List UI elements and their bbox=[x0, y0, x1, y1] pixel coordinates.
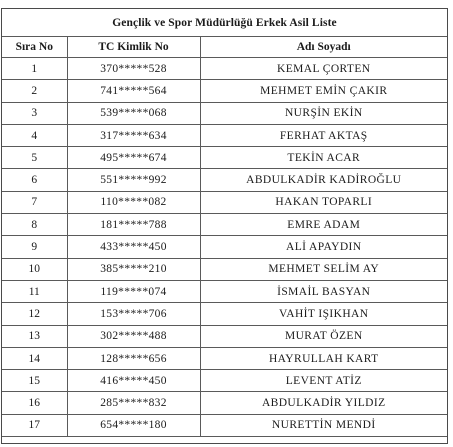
cell-adi-soyadi: İSMAİL BASYAN bbox=[200, 280, 447, 302]
cell-adi-soyadi: TEKİN ACAR bbox=[200, 147, 447, 169]
table-row bbox=[2, 370, 447, 392]
cell-tc-kimlik-no: 119*****074 bbox=[67, 280, 200, 302]
cell-adi-soyadi: VAHİT IŞIKHAN bbox=[200, 303, 447, 325]
header-row bbox=[2, 37, 447, 58]
table-row bbox=[2, 58, 447, 80]
cell-tc-kimlik-no: 551*****992 bbox=[67, 169, 200, 191]
cell-sira-no: 5 bbox=[2, 147, 67, 169]
cell-adi-soyadi: MURAT ÖZEN bbox=[200, 325, 447, 347]
table-row bbox=[2, 169, 447, 191]
cell-tc-kimlik-no: 416*****450 bbox=[67, 370, 200, 392]
table-row bbox=[2, 347, 447, 369]
column-header-sira-no: Sıra No bbox=[2, 37, 67, 58]
table-row bbox=[2, 414, 447, 436]
cell-tc-kimlik-no: 654*****180 bbox=[67, 414, 200, 436]
cell-sira-no: 7 bbox=[2, 191, 67, 213]
cell-adi-soyadi: LEVENT ATİZ bbox=[200, 370, 447, 392]
table-row bbox=[2, 191, 447, 213]
table-row bbox=[2, 280, 447, 302]
cell-tc-kimlik-no: 153*****706 bbox=[67, 303, 200, 325]
cell-tc-kimlik-no: 495*****674 bbox=[67, 147, 200, 169]
table-row bbox=[2, 258, 447, 280]
cell-sira-no: 8 bbox=[2, 214, 67, 236]
cell-adi-soyadi: FERHAT AKTAŞ bbox=[200, 124, 447, 146]
cell-sira-no: 17 bbox=[2, 414, 67, 436]
cell-tc-kimlik-no: 317*****634 bbox=[67, 124, 200, 146]
cell-tc-kimlik-no: 385*****210 bbox=[67, 258, 200, 280]
cell-sira-no: 6 bbox=[2, 169, 67, 191]
cell-tc-kimlik-no: 302*****488 bbox=[67, 325, 200, 347]
cell-adi-soyadi: ABDULKADİR YILDIZ bbox=[200, 392, 447, 414]
cell-tc-kimlik-no: 433*****450 bbox=[67, 236, 200, 258]
cell-tc-kimlik-no: 539*****068 bbox=[67, 102, 200, 124]
cell-adi-soyadi: KEMAL ÇORTEN bbox=[200, 58, 447, 80]
table-row bbox=[2, 80, 447, 102]
document-title: Gençlik ve Spor Müdürlüğü Erkek Asil Liste bbox=[2, 9, 447, 37]
column-header-tc-kimlik-no: TC Kimlik No bbox=[67, 37, 200, 58]
cell-adi-soyadi: ALİ APAYDIN bbox=[200, 236, 447, 258]
cell-sira-no: 15 bbox=[2, 370, 67, 392]
table-row bbox=[2, 214, 447, 236]
cell-tc-kimlik-no: 110*****082 bbox=[67, 191, 200, 213]
cell-sira-no: 4 bbox=[2, 124, 67, 146]
table-body bbox=[2, 58, 447, 437]
column-header-adi-soyadi: Adı Soyadı bbox=[200, 37, 447, 58]
cell-tc-kimlik-no: 128*****656 bbox=[67, 347, 200, 369]
table-row bbox=[2, 303, 447, 325]
document-sheet bbox=[1, 8, 448, 444]
cell-adi-soyadi: MEHMET EMİN ÇAKIR bbox=[200, 80, 447, 102]
cell-adi-soyadi: HAYRULLAH KART bbox=[200, 347, 447, 369]
roster-table bbox=[2, 9, 447, 437]
cell-sira-no: 9 bbox=[2, 236, 67, 258]
cell-adi-soyadi: HAKAN TOPARLI bbox=[200, 191, 447, 213]
title-row bbox=[2, 9, 447, 37]
cell-sira-no: 12 bbox=[2, 303, 67, 325]
cell-sira-no: 1 bbox=[2, 58, 67, 80]
cell-sira-no: 11 bbox=[2, 280, 67, 302]
cell-sira-no: 13 bbox=[2, 325, 67, 347]
cell-adi-soyadi: NURETTİN MENDİ bbox=[200, 414, 447, 436]
table-row bbox=[2, 102, 447, 124]
cell-sira-no: 10 bbox=[2, 258, 67, 280]
table-row bbox=[2, 124, 447, 146]
table-row bbox=[2, 236, 447, 258]
table-row bbox=[2, 147, 447, 169]
cell-tc-kimlik-no: 741*****564 bbox=[67, 80, 200, 102]
table-row bbox=[2, 325, 447, 347]
cell-adi-soyadi: MEHMET SELİM AY bbox=[200, 258, 447, 280]
cell-sira-no: 2 bbox=[2, 80, 67, 102]
cell-adi-soyadi: ABDULKADİR KADİROĞLU bbox=[200, 169, 447, 191]
cell-sira-no: 14 bbox=[2, 347, 67, 369]
cell-tc-kimlik-no: 370*****528 bbox=[67, 58, 200, 80]
table-row bbox=[2, 392, 447, 414]
cell-tc-kimlik-no: 181*****788 bbox=[67, 214, 200, 236]
cell-adi-soyadi: NURŞİN EKİN bbox=[200, 102, 447, 124]
cell-adi-soyadi: EMRE ADAM bbox=[200, 214, 447, 236]
cell-tc-kimlik-no: 285*****832 bbox=[67, 392, 200, 414]
cell-sira-no: 16 bbox=[2, 392, 67, 414]
cell-sira-no: 3 bbox=[2, 102, 67, 124]
